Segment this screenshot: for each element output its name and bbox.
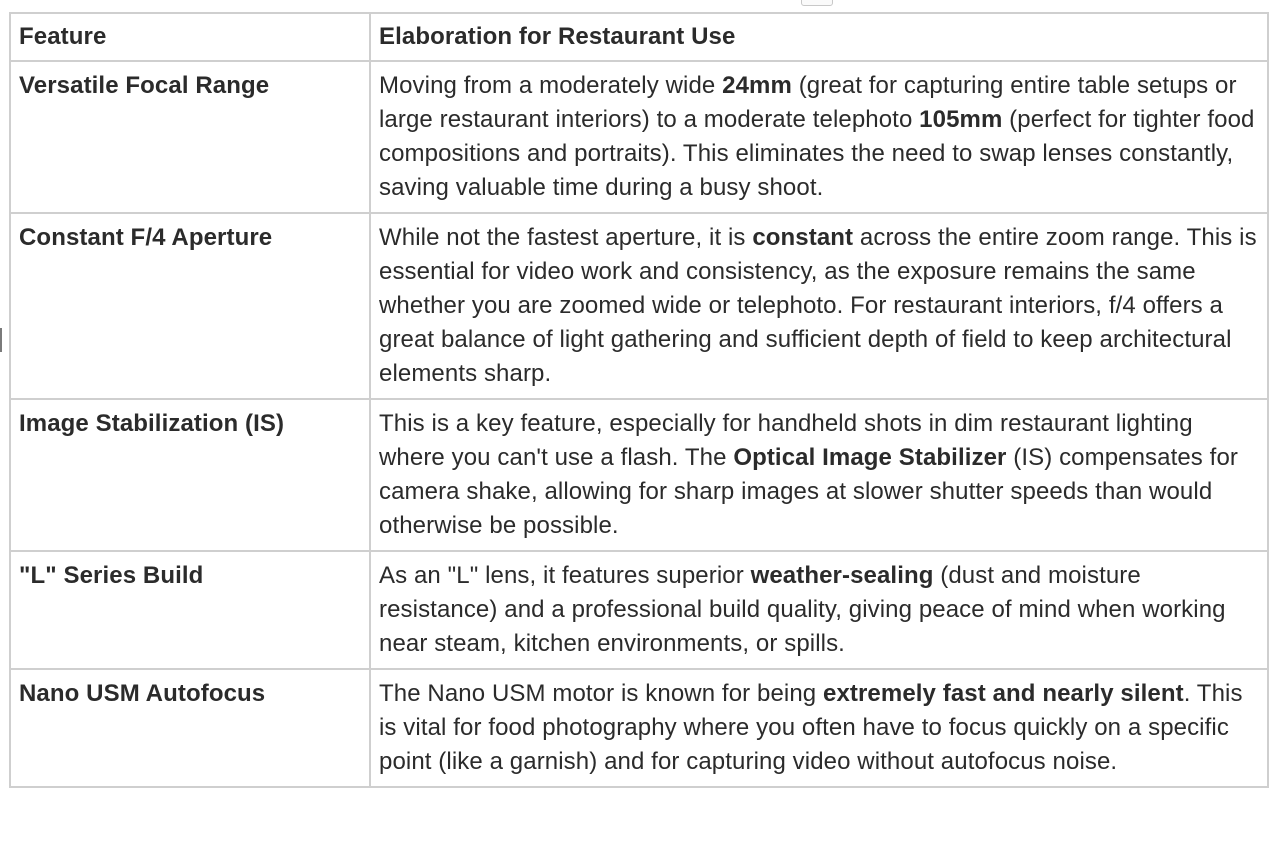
description-text: As an "L" lens, it features superior — [379, 562, 751, 589]
description-text: While not the fastest aperture, it is — [379, 224, 753, 251]
feature-name-cell: "L" Series Build — [10, 551, 370, 669]
description-text: . This is vital for food photography where you often have to focus quickly on a specific point (like a garnish) and for capturing video without autofocus noise. — [379, 680, 1243, 775]
description-emphasis: weather-sealing — [750, 562, 934, 589]
column-header-feature: Feature — [10, 13, 370, 61]
feature-name-cell: Image Stabilization (IS) — [10, 399, 370, 551]
description-text: (great for capturing entire table setups or large restaurant interiors) to a moderate telephoto — [379, 72, 1237, 133]
description-text: (perfect for tighter food compositions and portraits). This eliminates the need to swap lenses constantly, saving valuable time during a busy shoot. — [379, 106, 1255, 201]
description-emphasis: extremely fast and nearly silent — [823, 680, 1184, 707]
description-text: Moving from a moderately wide — [379, 72, 723, 99]
table-row — [10, 669, 1268, 787]
description-text: This is a key feature, especially for handheld shots in dim restaurant lighting where you can't use a flash. The — [379, 410, 1193, 471]
description-text: The Nano USM motor is known for being — [379, 680, 823, 707]
table-row — [10, 61, 1268, 213]
description-emphasis: Optical Image Stabilizer — [733, 444, 1007, 471]
table-row — [10, 399, 1268, 551]
description-emphasis: 105mm — [919, 106, 1003, 133]
resize-handle[interactable] — [801, 0, 833, 6]
text-cursor-marker — [0, 328, 2, 352]
description-emphasis: 24mm — [722, 72, 792, 99]
description-text: (dust and moisture resistance) and a professional build quality, giving peace of mind when working near steam, kitchen environments, or spills. — [379, 562, 1226, 657]
column-header-elaboration: Elaboration for Restaurant Use — [370, 13, 1268, 61]
table-row — [10, 551, 1268, 669]
feature-name-cell: Versatile Focal Range — [10, 61, 370, 213]
description-cell — [370, 61, 1268, 213]
description-cell — [370, 213, 1268, 399]
table-header-row — [10, 13, 1268, 61]
description-cell — [370, 669, 1268, 787]
description-cell — [370, 551, 1268, 669]
description-emphasis: constant — [752, 224, 854, 251]
description-cell — [370, 399, 1268, 551]
table-row — [10, 213, 1268, 399]
feature-name-cell: Constant F/4 Aperture — [10, 213, 370, 399]
description-text: across the entire zoom range. This is essential for video work and consistency, as the exposure remains the same whether you are zoomed wide or telephoto. For restaurant interiors, f/4 offers a great balance of light gathering and sufficient depth of field to keep architectural elements sharp. — [379, 224, 1257, 387]
feature-table — [9, 12, 1269, 788]
feature-name-cell: Nano USM Autofocus — [10, 669, 370, 787]
description-text: (IS) compensates for camera shake, allowing for sharp images at slower shutter speeds than would otherwise be possible. — [379, 444, 1238, 539]
